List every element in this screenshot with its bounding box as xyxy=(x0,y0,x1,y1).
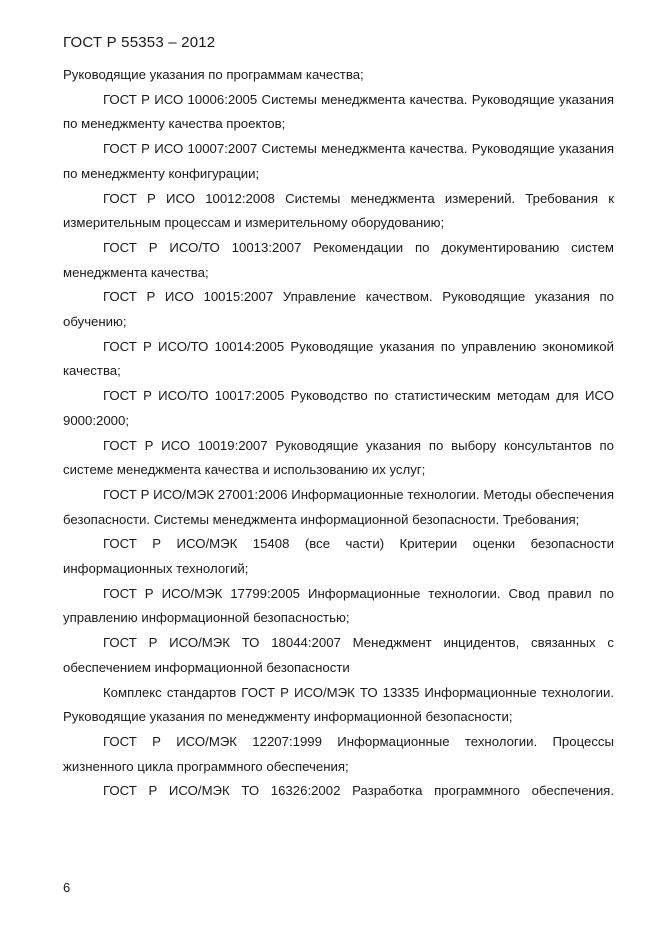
document-body xyxy=(63,63,614,804)
paragraph: ГОСТ Р ИСО 10006:2005 Системы менеджмента качества. Руководящие указания по менеджменту качества проектов; xyxy=(63,91,614,132)
paragraph: ГОСТ Р ИСО/МЭК 27001:2006 Информационные технологии. Методы обеспечения безопасности. Системы менеджмента информационной безопасности. Требования; xyxy=(63,486,614,527)
paragraph: Комплекс стандартов ГОСТ Р ИСО/МЭК ТО 13335 Информационные технологии. Руководящие указания по менеджменту информационной безопасности; xyxy=(63,684,614,725)
paragraph: ГОСТ Р ИСО/МЭК 15408 (все части) Критерии оценки безопасности информационных технологий; xyxy=(63,536,614,577)
paragraph: ГОСТ Р ИСО/МЭК 12207:1999 Информационные технологии. Процессы жизненного цикла программного обеспечения; xyxy=(63,733,614,774)
paragraph: ГОСТ Р ИСО/ТО 10017:2005 Руководство по статистическим методам для ИСО 9000:2000; xyxy=(63,388,614,428)
paragraph: ГОСТ Р ИСО 10007:2007 Системы менеджмента качества. Руководящие указания по менеджменту конфигурации; xyxy=(63,141,614,181)
page-number: 6 xyxy=(63,880,71,895)
paragraph: ГОСТ Р ИСО 10012:2008 Системы менеджмента измерений. Требования к измерительным процессам и измерительному оборудованию; xyxy=(63,190,614,231)
paragraph: ГОСТ Р ИСО/МЭК ТО 16326:2002 Разработка программного обеспечения. xyxy=(103,783,614,799)
paragraph: ГОСТ Р ИСО 10019:2007 Руководящие указания по выбору консультантов по системе менеджмента качества и использованию их услуг; xyxy=(63,437,614,478)
paragraph: ГОСТ Р ИСО/МЭК ТО 18044:2007 Менеджмент инцидентов, связанных с обеспечением информационной безопасности xyxy=(63,635,614,675)
paragraph: ГОСТ Р ИСО/ТО 10013:2007 Рекомендации по документированию систем менеджмента качества; xyxy=(63,239,614,280)
paragraph: Руководящие указания по программам качества; xyxy=(63,67,364,82)
paragraph: ГОСТ Р ИСО/ТО 10014:2005 Руководящие указания по управлению экономикой качества; xyxy=(63,338,614,379)
paragraph: ГОСТ Р ИСО 10015:2007 Управление качеством. Руководящие указания по обучению; xyxy=(63,289,614,330)
page-header: ГОСТ Р 55353 – 2012 xyxy=(63,34,216,51)
paragraph: ГОСТ Р ИСО/МЭК 17799:2005 Информационные технологии. Свод правил по управлению информационной безопасностью; xyxy=(63,585,614,626)
